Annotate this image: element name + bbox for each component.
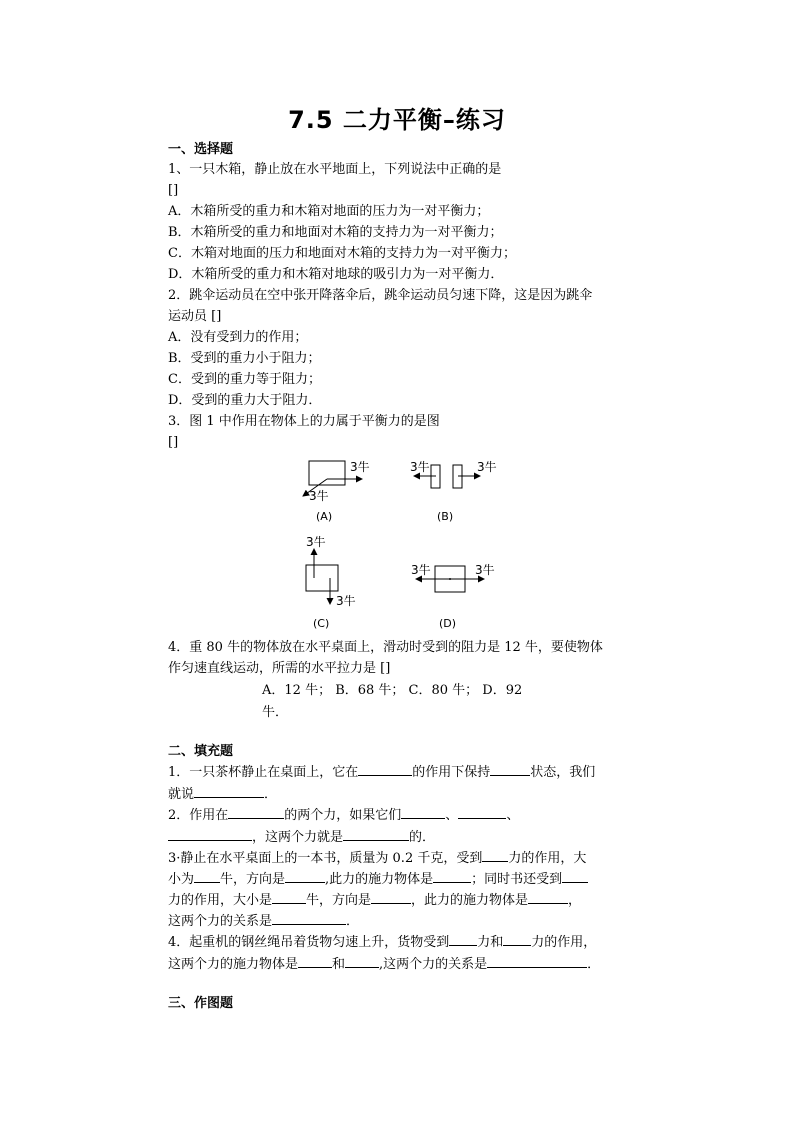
figure-c-force-label-up: 3牛 — [306, 535, 326, 549]
q1-option-c: C．木箱对地面的压力和地面对木箱的支持力为一对平衡力； — [168, 246, 516, 261]
figure-d-caption: (D) — [439, 617, 457, 630]
figure-c — [306, 534, 356, 630]
fill-q4-text-f: ,这两个力的关系是 — [379, 957, 488, 972]
fill-q1-text-c: 状态，我们 — [530, 765, 596, 780]
fill-q2-text-d: 、 — [506, 808, 520, 823]
fill-q2-text-e: ，这两个力就是 — [252, 830, 344, 845]
fill-q3-blank-2[interactable] — [194, 869, 220, 883]
q1-option-b: B．木箱所受的重力和地面对木箱的支持力为一对平衡力； — [168, 225, 503, 240]
fill-q3-line2 — [168, 869, 588, 890]
figure-a-force-label-diagonal: 3牛 — [309, 489, 329, 503]
fill-q1-blank-1[interactable] — [358, 762, 412, 776]
fill-q4-blank-4[interactable] — [345, 954, 379, 968]
q1-stem: 1、一只木箱，静止放在水平地面上，下列说法中正确的是 — [168, 162, 502, 177]
figure-c-box — [306, 565, 338, 591]
q2-option-a: A．没有受到力的作用； — [168, 330, 308, 345]
q1-bracket: [] — [168, 183, 179, 198]
section-heading-fill: 二、填充题 — [168, 744, 234, 759]
section-heading-drawing: 三、作图题 — [168, 996, 234, 1011]
fill-q3-text-e: ,此力的施力物体是 — [325, 872, 434, 887]
fill-q4-text-a: 4．起重机的钢丝绳吊着货物匀速上升，货物受到 — [168, 935, 450, 950]
q4-stem-line2: 作匀速直线运动，所需的水平拉力是 [] — [168, 661, 391, 676]
fill-q3-text-f: ；同时书还受到 — [471, 872, 563, 887]
q2-option-c: C．受到的重力等于阻力； — [168, 372, 321, 387]
q4-stem-line1: 4．重 80 牛的物体放在水平桌面上，滑动时受到的阻力是 12 牛，要使物体 — [168, 640, 603, 655]
fill-q3-text-a: 3·静止在水平桌面上的一本书，质量为 0.2 千克，受到 — [168, 851, 483, 866]
fill-q1-text-b: 的作用下保持 — [412, 765, 491, 780]
fill-q3-blank-5[interactable] — [562, 869, 588, 883]
fill-q3-text-h: 牛，方向是 — [306, 893, 372, 908]
fill-q4-blank-3[interactable] — [298, 954, 332, 968]
figure-d-force-label-left: 3牛 — [411, 563, 431, 577]
fill-q2-line2 — [168, 827, 435, 848]
fill-q1-blank-2[interactable] — [490, 762, 530, 776]
fill-q3-line1 — [168, 848, 586, 869]
fill-q4-blank-1[interactable] — [449, 932, 477, 946]
page-title: 7.5 二力平衡–练习 — [288, 106, 506, 134]
fill-q1-line1 — [168, 762, 595, 783]
fill-q4-line1 — [168, 932, 596, 953]
fill-q4-blank-5[interactable] — [487, 954, 587, 968]
fill-q2-blank-4[interactable] — [168, 827, 252, 841]
fill-q4-line2 — [168, 954, 600, 975]
q2-option-b: B．受到的重力小于阻力； — [168, 351, 321, 366]
q2-option-d: D．受到的重力大于阻力． — [168, 393, 322, 408]
fill-q3-text-k: 这两个力的关系是 — [168, 914, 273, 929]
fill-q2-blank-1[interactable] — [228, 805, 284, 819]
fill-q3-text-l: ． — [346, 914, 360, 929]
fill-q3-blank-4[interactable] — [433, 869, 471, 883]
figure-d — [411, 562, 495, 630]
fill-q1-text-a: 1．一只茶杯静止在桌面上，它在 — [168, 765, 359, 780]
fill-q2-line1 — [168, 805, 519, 826]
fill-q4-text-g: ． — [587, 957, 601, 972]
fill-q2-blank-3[interactable] — [458, 805, 506, 819]
fill-q1-text-d: 就说 — [168, 787, 195, 802]
q1-option-d: D．木箱所受的重力和木箱对地球的吸引力为一对平衡力． — [168, 267, 504, 282]
fill-q3-line4 — [168, 911, 359, 932]
figure-d-force-label-right: 3牛 — [475, 563, 495, 577]
figure-c-caption: (C) — [313, 617, 330, 630]
fill-q3-text-d: 牛，方向是 — [220, 872, 286, 887]
fill-q3-text-b: 力的作用，大 — [508, 851, 587, 866]
figure-c-force-label-down: 3牛 — [336, 594, 356, 608]
q4-options-line2: 牛． — [262, 705, 289, 720]
q4-options-line1: A．12 牛； B．68 牛； C．80 牛； D．92 — [262, 683, 523, 698]
fill-q4-text-b: 力和 — [477, 935, 504, 950]
fill-q2-text-b: 的两个力，如果它们 — [284, 808, 402, 823]
figure-b — [410, 459, 497, 523]
fill-q4-text-d: 这两个力的施力物体是 — [168, 957, 299, 972]
fill-q2-blank-5[interactable] — [343, 827, 409, 841]
section-heading-choice: 一、选择题 — [168, 142, 234, 157]
fill-q3-text-c: 小为 — [168, 872, 195, 887]
fill-q3-blank-9[interactable] — [272, 911, 346, 925]
q2-stem-line1: 2．跳伞运动员在空中张开降落伞后，跳伞运动员匀速下降，这是因为跳伞 — [168, 288, 593, 303]
fill-q4-text-c: 力的作用， — [531, 935, 597, 950]
fill-q3-blank-8[interactable] — [528, 890, 568, 904]
fill-q3-text-g: 力的作用，大小是 — [168, 893, 273, 908]
fill-q3-blank-3[interactable] — [285, 869, 325, 883]
fill-q3-text-j: ， — [568, 893, 582, 908]
fill-q3-line3 — [168, 890, 581, 911]
q3-stem: 3．图 1 中作用在物体上的力属于平衡力的是图 — [168, 414, 440, 429]
figure-a-force-label-right: 3牛 — [350, 460, 370, 474]
figure-b-force-label-right: 3牛 — [477, 460, 497, 474]
fill-q4-text-e: 和 — [332, 957, 346, 972]
figure-b-caption: (B) — [437, 510, 454, 523]
fill-q2-blank-2[interactable] — [401, 805, 445, 819]
figure-a — [303, 459, 370, 523]
fill-q1-text-e: ． — [264, 787, 278, 802]
fill-q3-blank-7[interactable] — [371, 890, 411, 904]
fill-q4-blank-2[interactable] — [503, 932, 531, 946]
figure-b-force-label-left: 3牛 — [410, 460, 430, 474]
fill-q2-text-f: 的． — [409, 830, 436, 845]
q1-option-a: A．木箱所受的重力和木箱对地面的压力为一对平衡力； — [168, 204, 490, 219]
fill-q1-line2 — [168, 784, 277, 805]
fill-q3-blank-6[interactable] — [272, 890, 306, 904]
figure-a-box — [309, 461, 345, 485]
fill-q1-blank-3[interactable] — [194, 784, 264, 798]
fill-q3-text-i: ，此力的施力物体是 — [411, 893, 529, 908]
fill-q2-text-a: 2．作用在 — [168, 808, 229, 823]
fill-q3-blank-1[interactable] — [482, 848, 508, 862]
fill-q2-text-c: 、 — [445, 808, 459, 823]
q3-bracket: [] — [168, 435, 179, 450]
figure-a-caption: (A) — [316, 510, 333, 523]
q2-stem-line2: 运动员 [] — [168, 309, 222, 324]
